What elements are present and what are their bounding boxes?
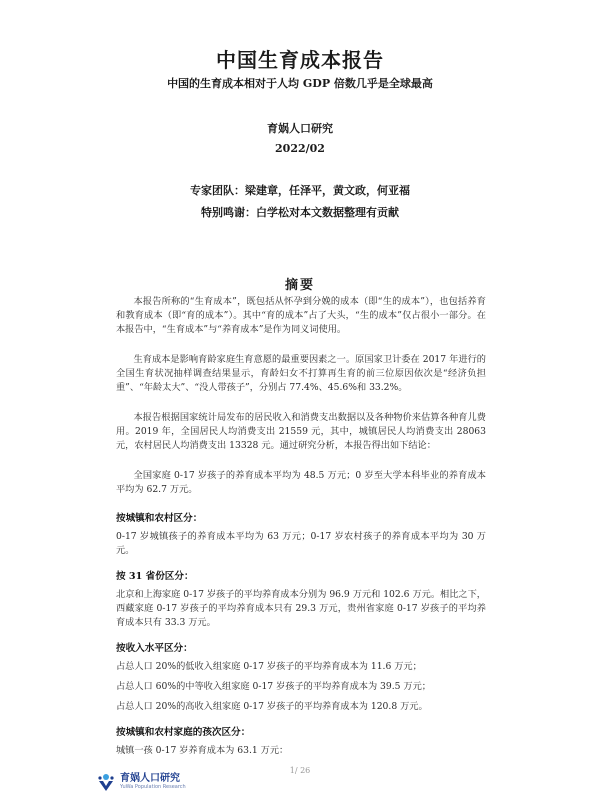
report-title: 中国生育成本报告: [216, 48, 384, 72]
expert-team: 专家团队：梁建章，任泽平，黄文政，何亚福: [190, 184, 410, 197]
paragraph-provinces: [116, 588, 486, 630]
logo-english: YuWa Population Research: [120, 784, 186, 790]
abstract-heading: 摘要: [284, 278, 315, 293]
paragraph-text: 全国家庭 0-17 岁孩子的养育成本平均为 48.5 万元；0 岁至大学本科毕业的养育成本平均为 62.7 万元。: [116, 470, 486, 495]
organization-name: 育娲人口研究: [267, 122, 333, 135]
report-date: 2022/02: [275, 142, 325, 155]
paragraph-birth-order: [116, 744, 486, 758]
section-heading-urban-rural: 按城镇和农村区分：: [116, 513, 203, 524]
paragraph-national: [116, 469, 486, 497]
paragraph-text: 北京和上海家庭 0-17 岁孩子的平均养育成本分别为 96.9 万元和 102.6 万元。相比之下，西藏家庭 0-17 岁孩子的平均养育成本只有 29.3 万元，贵州省家庭 0-17 岁孩子的平均养育成本只有 33.3 万元。: [116, 589, 486, 628]
section-heading-birth-order: 按城镇和农村家庭的孩次区分：: [116, 727, 251, 738]
paragraph-survey: [116, 353, 486, 395]
page-number: 1/ 26: [289, 766, 311, 775]
list-item: 占总人口 20%的高收入组家庭 0-17 岁孩子的平均养育成本为 120.8 万元。: [116, 701, 428, 712]
paragraph-urban-rural: [116, 530, 486, 558]
income-list: [116, 660, 486, 714]
list-item: 占总人口 20%的低收入组家庭 0-17 岁孩子的平均养育成本为 11.6 万元；: [116, 661, 422, 672]
logo-text: [120, 773, 186, 791]
paragraph-text: 城镇一孩 0-17 岁养育成本为 63.1 万元：: [116, 745, 289, 756]
logo-name: 育娲人口研究: [120, 773, 180, 784]
footer-logo: [96, 772, 186, 792]
section-heading-provinces: 按 31 省份区分：: [116, 571, 194, 582]
section-heading-income: 按收入水平区分：: [116, 643, 193, 654]
paragraph-text: 生育成本是影响育龄家庭生育意愿的最重要因素之一。原国家卫计委在 2017 年进行的全国生育状况抽样调查结果显示，育龄妇女不打算再生育的前三位原因依次是“经济负担重”、“年龄太大”、“没人带孩子”，分别占 77.4%、45.6%和 33.2%。: [116, 354, 486, 393]
report-subtitle: 中国的生育成本相对于人均 GDP 倍数几乎是全球最高: [167, 77, 433, 90]
paragraph-text: 本报告根据国家统计局发布的居民收入和消费支出数据以及各种物价来估算各种育儿费用。2019 年，全国居民人均消费支出 21559 元，其中，城镇居民人均消费支出 28063 元，农村居民人均消费支出 13328 元。通过研究分析，本报告得出如下结论：: [116, 412, 486, 451]
paragraph-method: [116, 411, 486, 453]
paragraph-text: 本报告所称的“生育成本”，既包括从怀孕到分娩的成本（即“生的成本”），也包括养育和教育成本（即“育的成本”）。其中“育的成本”占了大头，“生的成本”仅占很小一部分。在本报告中，“生育成本”与“养育成本”是作为同义词使用。: [116, 296, 486, 335]
list-item: 占总人口 60%的中等收入组家庭 0-17 岁孩子的平均养育成本为 39.5 万元；: [116, 681, 431, 692]
yuwa-logo-icon: [96, 772, 116, 792]
acknowledgement: 特别鸣谢：白学松对本文数据整理有贡献: [201, 206, 399, 219]
paragraph-definition: [116, 295, 486, 337]
paragraph-text: 0-17 岁城镇孩子的养育成本平均为 63 万元；0-17 岁农村孩子的养育成本平均为 30 万元。: [116, 531, 486, 556]
